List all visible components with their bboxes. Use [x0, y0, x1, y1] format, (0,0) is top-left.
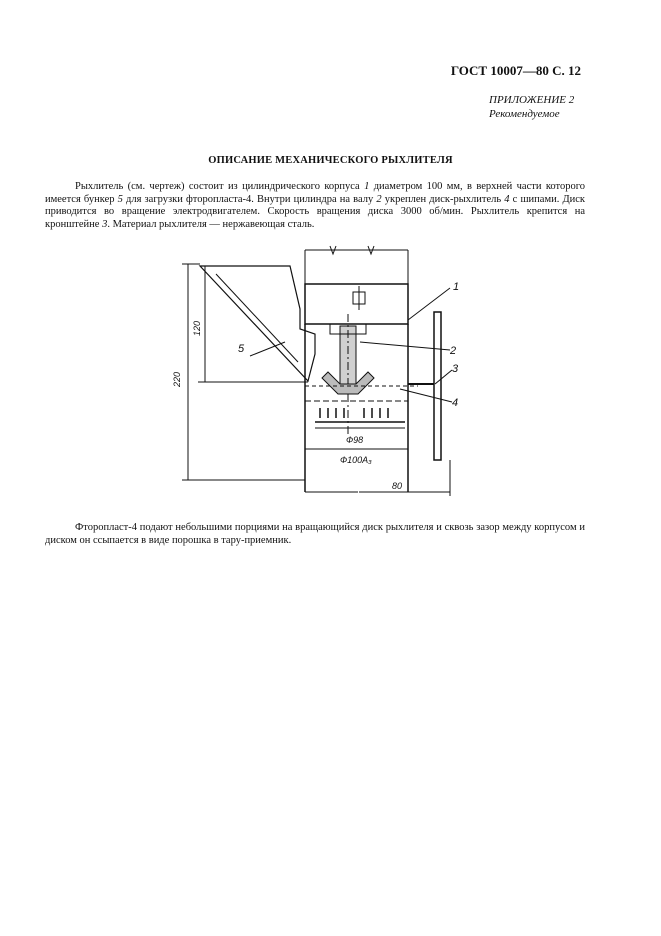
callout-5: 5 [238, 343, 245, 355]
dim-overall-height: 220 [172, 371, 182, 387]
dim-disk-diameter: Ф98 [346, 435, 364, 445]
description-paragraph: Рыхлитель (см. чертеж) состоит из цилиндрического корпуса 1 диаметром 100 мм, в верхней части которого имеется бункер 5 для загрузки фторопласта-4. Внутри цилиндра на валу 2 укреплен диск-рыхлитель 4 с шипами. Диск приводится во вращение электродвигателем. Скорость вращения диска 3000 об/мин. Рыхлитель крепится на кронштейне 3. Материал рыхлителя — нержавеющая сталь. [45, 181, 586, 230]
dim-bracket-offset: 80 [392, 481, 403, 491]
appendix-label: ПРИЛОЖЕНИЕ 2 [489, 94, 575, 106]
bracket [434, 312, 441, 460]
disk-spikes [320, 408, 388, 418]
hopper [200, 266, 315, 381]
callout-3: 3 [452, 363, 459, 375]
dim-hopper-height: 120 [192, 320, 202, 336]
dim-body-diameter: Ф100А₃ [340, 455, 372, 465]
page-header: ГОСТ 10007—80 С. 12 [450, 63, 581, 78]
callout-1: 1 [453, 281, 460, 293]
appendix-note: Рекомендуемое [489, 108, 560, 120]
operation-paragraph: Фторопласт-4 подают небольшими порциями на вращающийся диск рыхлителя и сквозь зазор между корпусом и диском он ссыпается в виде порошка в тару-приемник. [45, 522, 585, 546]
loosener-drawing [160, 244, 480, 514]
section-title: ОПИСАНИЕ МЕХАНИЧЕСКОГО РЫХЛИТЕЛЯ [208, 155, 453, 166]
callout-2: 2 [450, 345, 457, 357]
appendix-label-block [489, 93, 574, 121]
callout-4: 4 [452, 397, 459, 409]
